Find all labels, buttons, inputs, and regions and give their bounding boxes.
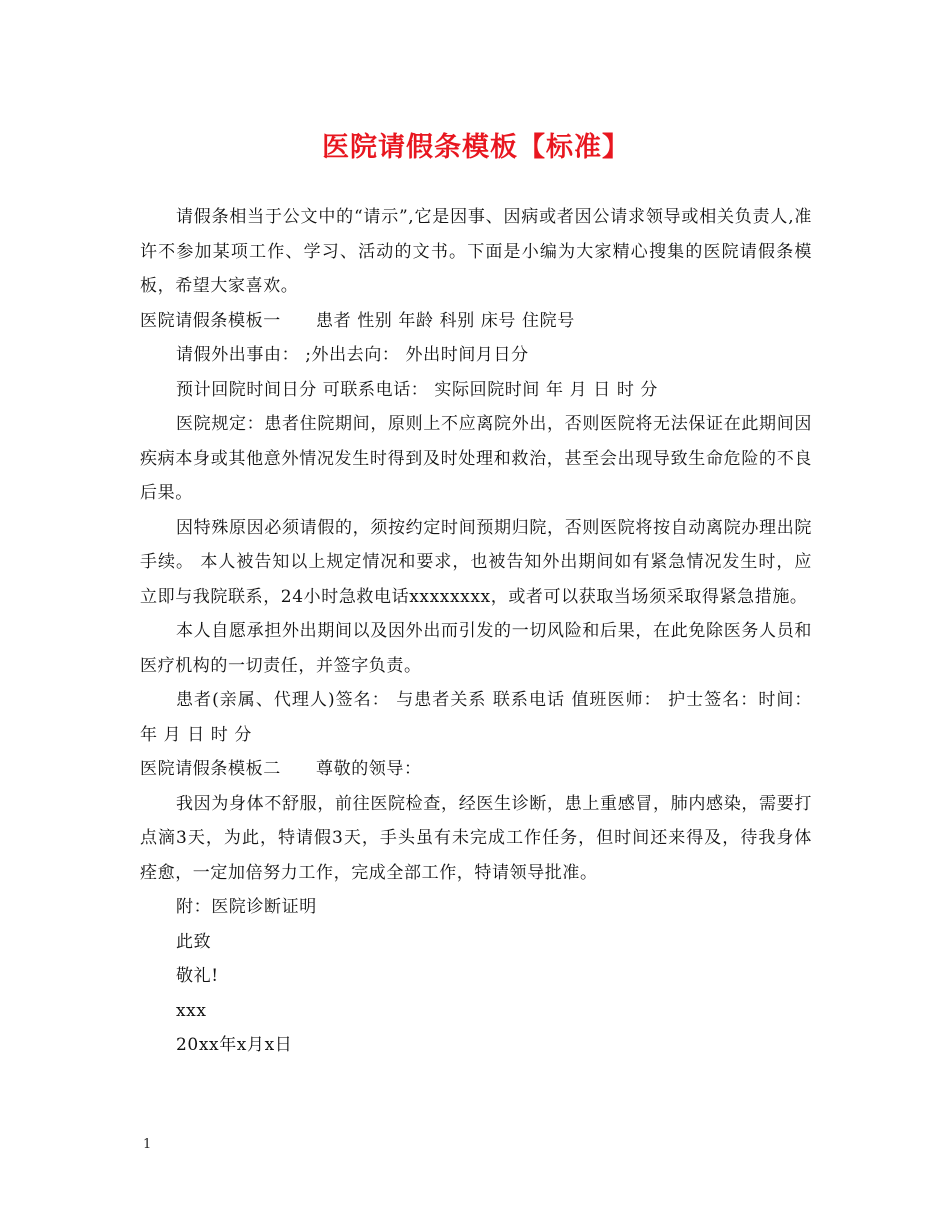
attachment-line: 附：医院诊断证明: [176, 897, 317, 917]
template-two-heading: 医院请假条模板二 尊敬的领导：: [140, 759, 422, 779]
page-number: 1: [143, 1137, 152, 1152]
intro-paragraph: 请假条相当于公文中的“请示”,它是因事、因病或者因公请求领导或相关负责人,准许不参加某项工作、学习、活动的文书。下面是小编为大家精心搜集的医院请假条模板，希望大家喜欢。: [140, 207, 812, 296]
return-time-line: 预计回院时间日分 可联系电话： 实际回院时间 年 月 日 时 分: [176, 379, 659, 400]
leave-request-paragraph: 我因为身体不舒服，前往医院检查，经医生诊断，患上重感冒，肺内感染，需要打点滴3天，为此，特请假3天，手头虽有未完成工作任务，但时间还来得及，待我身体痊愈，一定加倍努力工作，完成全部工作，特请领导批准。: [140, 793, 812, 883]
hospital-rules-paragraph: 医院规定：患者住院期间，原则上不应离院外出，否则医院将无法保证在此期间因疾病本身或其他意外情况发生时得到及时处理和救治，甚至会出现导致生命危险的不良后果。: [140, 414, 812, 503]
document-date: 20xx年x月x日: [176, 1035, 293, 1055]
salutation-line: 敬礼!: [176, 966, 219, 986]
signature-line: 患者(亲属、代理人)签名： 与患者关系 联系电话 值班医师： 护士签名：时间： 年 月 日 时 分: [140, 690, 812, 745]
document-title: 医院请假条模板【标准】: [322, 132, 630, 163]
responsibility-paragraph: 本人自愿承担外出期间以及因外出而引发的一切风险和后果，在此免除医务人员和医疗机构的一切责任，并签字负责。: [140, 621, 812, 676]
leave-reason-line: 请假外出事由： ;外出去向： 外出时间月日分: [176, 345, 529, 365]
signer-name: xxx: [176, 1000, 207, 1021]
closing-line: 此致: [176, 931, 212, 952]
special-reason-paragraph: 因特殊原因必须请假的，须按约定时间预期归院，否则医院将按自动离院办理出院手续。 本人被告知以上规定情况和要求，也被告知外出期间如有紧急情况发生时，应立即与我院联系，24小时急救电话xxxxxxxx，或者可以获取当场须采取得紧急措施。: [140, 517, 812, 607]
document-body: [140, 200, 812, 1063]
template-one-heading: 医院请假条模板一 患者 性别 年龄 科别 床号 住院号: [140, 310, 575, 331]
